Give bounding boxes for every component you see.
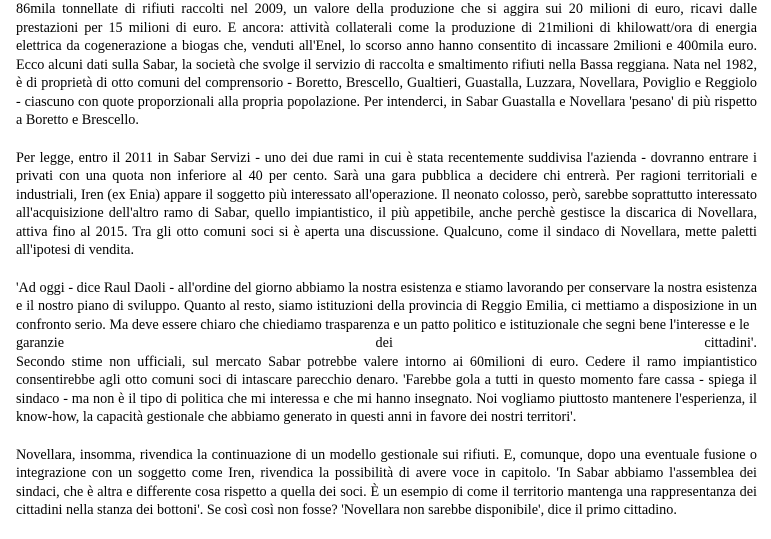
paragraph-4: Novellara, insomma, rivendica la continuazione di un modello gestionale sui rifiuti. E, comunque, dopo una eventuale fusione o integrazione con un soggetto come Iren, rivendica la possibilità di avere voce in capitolo. 'In Sabar abbiamo l'assemblea dei sindaci, che è altra e differente cosa rispetto a quella dei soci. È un esempio di come il territorio mantenga una rappresentanza dei cittadini nella stanza dei bottoni'. Se così così non fosse? 'Novellara non sarebbe disponibile', dice il primo cittadino.	[16, 446, 757, 518]
article-body	[16, 0, 757, 539]
word-garanzie: garanzie	[16, 335, 65, 351]
paragraph-3-continued: Secondo stime non ufficiali, sul mercato Sabar potrebbe valere intorno ai 60milioni di euro. Cedere il ramo impiantistico consentirebbe agli otto comuni soci di intascare parecchio denaro. 'Farebbe gola a tutti in questo momento fare cassa - spiega il sindaco - ma non è il tipo di politica che mi interessa e che mi hanno insegnato. Noi vogliamo piuttosto mantenere l'esperienza, il know-how, la capacità gestionale che abbiamo generato in questi anni in favore dei nostri territori'.	[16, 353, 757, 425]
word-dei: dei	[375, 335, 393, 351]
paragraph-3-quote: 'Ad oggi - dice Raul Daoli - all'ordine del giorno abbiamo la nostra esistenza e stiamo lavorando per conservare la nostra esistenza e il nostro piano di sviluppo. Quanto al resto, siamo istituzioni della provincia di Reggio Emilia, ci mettiamo a disposizione in un confronto serio. Ma deve essere chiaro che chiediamo trasparenza e un patto politico e istituzionale che segni bene l'interesse e le	[16, 279, 757, 333]
paragraph-3-last-line	[16, 334, 757, 353]
paragraph-1: 86mila tonnellate di rifiuti raccolti nel 2009, un valore della produzione che si aggira sui 20 milioni di euro, ricavi dalle prestazioni per 15 milioni di euro. E ancora: attività collaterali come la produzione di 21milioni di khilowatt/ora di energia elettrica da cogenerazione a biogas che, venduti all'Enel, lo scorso anno hanno consentito di incassare 2milioni e 400mila euro. Ecco alcuni dati sulla Sabar, la società che svolge il servizio di raccolta e smaltimento rifiuti nella Bassa reggiana. Nata nel 1982, è di proprietà di otto comuni del comprensorio - Boretto, Brescello, Gualtieri, Guastalla, Luzzara, Novellara, Poviglio e Reggiolo - ciascuno con quote proporzionali alla propria popolazione. Per intenderci, in Sabar Guastalla e Novellara 'pesano' di più rispetto a Boretto e Brescello.	[16, 1, 757, 128]
word-cittadini: cittadini'.	[704, 335, 757, 351]
paragraph-2: Per legge, entro il 2011 in Sabar Servizi - uno dei due rami in cui è stata recentemente suddivisa l'azienda - dovranno entrare i privati con una quota non inferiore al 40 per cento. Sarà una gara pubblica a decidere chi entrerà. Per ragioni territoriali e industriali, Iren (ex Enia) appare il soggetto più interessato all'operazione. Il neonato colosso, però, sarebbe soprattutto interessato all'acquisizione dell'altro ramo di Sabar, quello impiantistico, il più appetibile, anche perchè gestisce la discarica di Novellara, attiva fino al 2015. Tra gli otto comuni soci si è aperta una discussione. Qualcuno, come il sindaco di Novellara, mette paletti all'ipotesi di vendita.	[16, 149, 757, 258]
